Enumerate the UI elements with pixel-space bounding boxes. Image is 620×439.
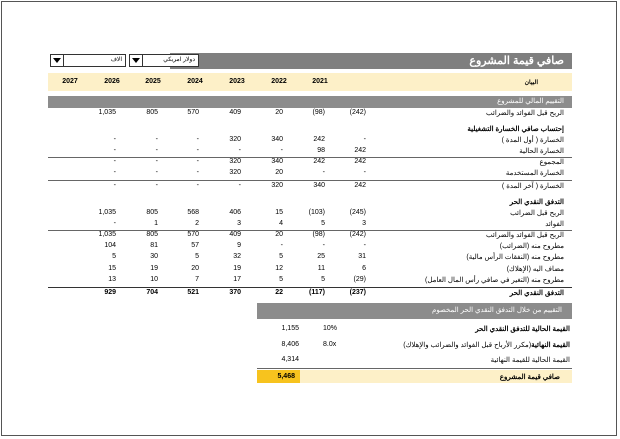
cell-2025: - (196, 169, 199, 176)
cell-2021: 242 (354, 182, 366, 189)
cell-2025: 570 (187, 231, 199, 238)
cell-2022: 242 (313, 136, 325, 143)
cell-2026: 1 (154, 220, 158, 227)
row-loss-close (48, 181, 572, 192)
cell-2023: 340 (271, 136, 283, 143)
cell-2021: 3 (362, 220, 366, 227)
cell-2025: 521 (187, 289, 199, 296)
row-label: الخسارة الحالية (519, 148, 564, 155)
cell-2024: 370 (229, 289, 241, 296)
year-2025: 2025 (145, 78, 161, 85)
chevron-down-icon[interactable] (51, 55, 64, 66)
cell-2022: - (322, 242, 325, 249)
row-label: الخسارة ( آخر المدة ) (501, 183, 564, 190)
cell-2026: 81 (150, 242, 158, 249)
row-capex (48, 252, 572, 263)
row-total (48, 157, 572, 168)
cell-2023: 20 (275, 109, 283, 116)
row-label: الربح قبل الفوائد والضرائب (486, 232, 564, 239)
row-depreciation (48, 264, 572, 275)
cell-2024: 320 (229, 136, 241, 143)
cell-2024: - (238, 147, 241, 154)
row-label: مطروح منه (الضرائب) (499, 243, 564, 250)
row-label: الربح قبل الضرائب (510, 210, 564, 217)
cell-2027: - (113, 169, 116, 176)
cell-2027: 1,035 (98, 109, 116, 116)
cell-2022: - (322, 169, 325, 176)
year-2024: 2024 (187, 78, 203, 85)
row-label: الربح قبل الفوائد والضرائب (486, 110, 564, 117)
cell-2023: 340 (271, 158, 283, 165)
cell-2022: 25 (317, 253, 325, 260)
cell-2021: 242 (354, 158, 366, 165)
cell-2024: 409 (229, 109, 241, 116)
cell-2025: 7 (195, 276, 199, 283)
cell-2023: 12 (275, 265, 283, 272)
row-terminal-value: 8,406 8.0x (مكرر الأرباح قبل الفوائد والضرائب والإهلاك)القيمة النهائية (281, 341, 570, 349)
cell-2025: 2 (195, 220, 199, 227)
cell-2024: 3 (237, 220, 241, 227)
row-label: التدفق النقدي الحر (509, 290, 564, 297)
cell-2021: 6 (362, 265, 366, 272)
cell-2024: 320 (229, 158, 241, 165)
cell-2021: - (363, 169, 366, 176)
section-dcf-valuation: التقييم من خلال التدفق النقدي الحر المخصوم (257, 303, 572, 319)
cell-2023: 15 (275, 209, 283, 216)
cell-2022: 5 (321, 276, 325, 283)
cell-2027: - (113, 182, 116, 189)
cell-2022: (98) (312, 231, 325, 238)
cell-2023: - (280, 242, 283, 249)
cell-2022: 5 (321, 220, 325, 227)
cell-2023: 22 (275, 289, 283, 296)
units-dropdown[interactable]: الاف (50, 54, 126, 67)
row-label: الفوائد (545, 221, 564, 228)
row-label: مضاف اليه (الإهلاك) (506, 266, 564, 273)
cell-2026: - (155, 158, 158, 165)
cell-2027: - (113, 158, 116, 165)
section-financial-evaluation: التقييم المالي للمشروع (48, 96, 572, 108)
year-2027: 2027 (62, 78, 78, 85)
chevron-down-icon[interactable] (130, 55, 143, 66)
cell-2022: (117) (309, 289, 325, 296)
cell-2026: 805 (146, 109, 158, 116)
cell-2025: 57 (191, 242, 199, 249)
row-label: مطروح منه (التغير في صافي رأس المال العامل) (425, 277, 564, 284)
row-ebit (48, 108, 572, 119)
divider (257, 368, 572, 369)
npv-label: صافي قيمة المشروع (499, 374, 560, 381)
cell-2023: 20 (275, 169, 283, 176)
cell-2026: - (155, 182, 158, 189)
cell-2021: 31 (358, 253, 366, 260)
cell-2025: 570 (187, 109, 199, 116)
cell-2025: 568 (187, 209, 199, 216)
cell-2021: (242) (349, 231, 366, 238)
cell-2024: - (238, 182, 241, 189)
cell-2026: 805 (146, 209, 158, 216)
cell-2027: 5 (112, 253, 116, 260)
cell-2025: - (196, 158, 199, 165)
label-header: البيان (524, 80, 538, 86)
cell-2026: 704 (146, 289, 158, 296)
cell-2021: - (363, 136, 366, 143)
year-2022: 2022 (271, 78, 287, 85)
cell-2027: 1,035 (98, 231, 116, 238)
cell-2026: 30 (150, 253, 158, 260)
cell-2023: 20 (275, 231, 283, 238)
cell-2027: 13 (108, 276, 116, 283)
row-label: الخسارة المستخدمة (505, 170, 564, 177)
cell-2024: 19 (233, 265, 241, 272)
cell-2026: - (155, 147, 158, 154)
cell-2027: - (113, 147, 116, 154)
cell-2023: 5 (279, 276, 283, 283)
page-title: صافي قيمة المشروع (469, 55, 564, 67)
cell-2026: 10 (150, 276, 158, 283)
cell-2024: 320 (229, 169, 241, 176)
cell-2021: 242 (354, 147, 366, 154)
cell-2023: - (280, 147, 283, 154)
cell-2026: 805 (146, 231, 158, 238)
npv-value: 5,468 (277, 373, 295, 380)
cell-2021: - (363, 242, 366, 249)
row-pv-fcf: 1,155 10% القيمة الحالية للتدفق النقدي الحر (281, 325, 570, 333)
year-2026: 2026 (104, 78, 120, 85)
cell-2022: 340 (313, 182, 325, 189)
row-label: المجموع (539, 159, 564, 166)
row-label: الخسارة ( أول المدة ) (501, 137, 564, 144)
cell-2024: 17 (233, 276, 241, 283)
cell-2027: 929 (104, 289, 116, 296)
cell-2021: (242) (349, 109, 366, 116)
row-loss-open (48, 135, 572, 146)
cell-2027: - (113, 136, 116, 143)
row-ebit-2 (48, 230, 572, 241)
cell-2022: 11 (317, 265, 325, 272)
cell-2025: - (196, 182, 199, 189)
cell-2025: 5 (195, 253, 199, 260)
cell-2023: 320 (271, 182, 283, 189)
cell-2025: - (196, 147, 199, 154)
row-interest (48, 219, 572, 230)
row-free-cash-flow (48, 288, 572, 299)
cell-2022: 242 (313, 158, 325, 165)
cell-2022: (103) (308, 209, 325, 216)
cell-2023: 4 (279, 220, 283, 227)
cell-2024: 32 (233, 253, 241, 260)
cell-2021: (29) (353, 276, 366, 283)
fcf-title: التدفق النقدي الحر (509, 199, 564, 206)
year-2021: 2021 (312, 78, 328, 85)
cell-2026: - (155, 136, 158, 143)
row-loss-current (48, 146, 572, 157)
cell-2025: 20 (191, 265, 199, 272)
tax-loss-title: إحتساب صافي الخسارة التشغيلية (467, 126, 564, 133)
cell-2024: 406 (229, 209, 241, 216)
row-ebt (48, 208, 572, 219)
row-loss-used (48, 168, 572, 179)
title-bar (170, 53, 572, 69)
cell-2026: 19 (150, 265, 158, 272)
cell-2022: 98 (317, 147, 325, 154)
cell-2026: - (155, 169, 158, 176)
cell-2021: (245) (349, 209, 366, 216)
cell-2021: (237) (349, 289, 366, 296)
row-label: مطروح منه (النفقات الرأس مالية) (466, 254, 564, 261)
cell-2023: 5 (279, 253, 283, 260)
cell-2027: 1,035 (98, 209, 116, 216)
cell-2025: - (196, 136, 199, 143)
row-working-capital (48, 275, 572, 286)
cell-2027: - (113, 220, 116, 227)
row-taxes (48, 241, 572, 252)
cell-2022: (98) (312, 109, 325, 116)
row-pv-terminal-value: 4,314 القيمة الحالية للقيمة النهائية (281, 356, 570, 364)
year-2023: 2023 (229, 78, 245, 85)
cell-2024: 409 (229, 231, 241, 238)
cell-2024: 9 (237, 242, 241, 249)
cell-2027: 104 (104, 242, 116, 249)
currency-dropdown[interactable]: دولار امريكي (129, 54, 199, 67)
cell-2027: 15 (108, 265, 116, 272)
